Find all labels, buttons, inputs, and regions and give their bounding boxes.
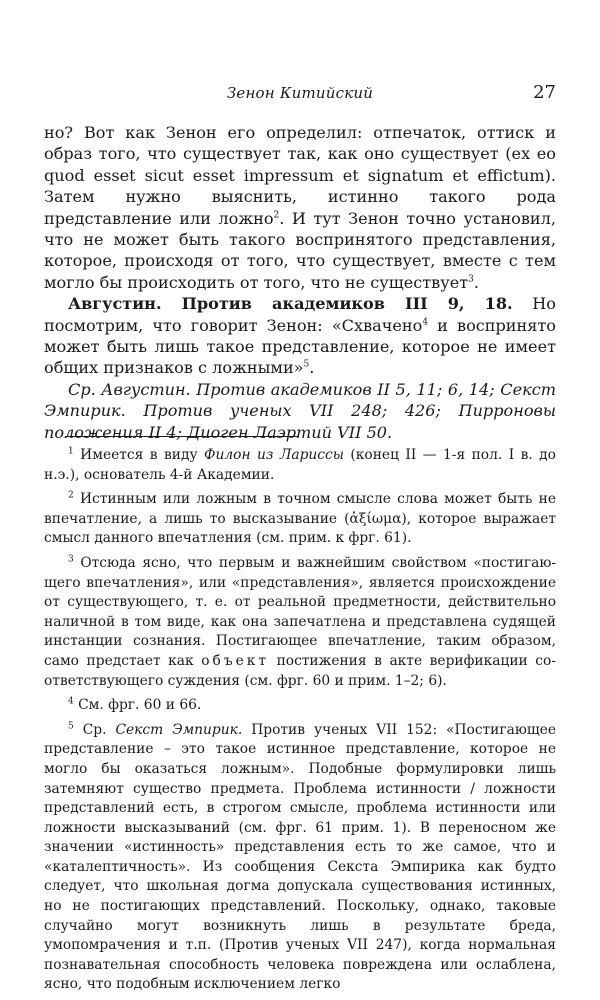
footnote-ref-2: 2: [273, 210, 280, 221]
footnote-2: [44, 490, 556, 549]
footnote-3: [44, 554, 556, 691]
footnote-2-number: 2: [68, 490, 74, 501]
footnote-3-text-a: Отсюда ясно, что первым и важнейшим свойством «постигающего впечатления», или «представления», является происхождение от существующего, т. е. от реальной предметности, действительно наличной в том виде, как она запечатлена и представлена судящей инстанции сознания. Постигающее впечатление, таким образом, само предстает как: [44, 554, 556, 669]
footnote-5: [44, 721, 556, 995]
footnote-ref-4: 4: [422, 317, 429, 328]
footnote-ref-3: 3: [468, 274, 474, 285]
source-citation: Августин. Против академиков III 9, 18.: [68, 294, 513, 314]
footnote-1-text-b: (конец II — 1-я пол. I в. до н.э.), основатель 4-й Академии.: [44, 447, 556, 483]
paragraph-1-continuation: . И тут Зенон точно установил, что не может быть такого воспринятого представления, которое, происходя от того, что существует, вместе с тем могло бы происходить от того, что не существует: [44, 208, 556, 292]
footnote-3-text-b: постижения в акте верификации соответствующего суждения (см. фрг. 60 и прим. 1–2; 6).: [44, 652, 556, 689]
footnote-1-name: Филон из Лариссы: [204, 447, 344, 463]
footnote-5-author: Секст Эмпирик.: [115, 721, 243, 738]
footnote-5-text-a: Ср.: [73, 721, 116, 738]
paragraph-2-text-a: Но посмотрим, что говорит Зенон: «Схвачено: [44, 294, 557, 335]
footnote-2-text: Истинным или ложным в точном смысле слова может быть не впечатление, а лишь то высказывание (ἀξίωμα), которое выражает смысл данного впечатления (см. прим. к фрг. 61).: [44, 491, 556, 547]
page-number: 27: [533, 82, 556, 103]
footnote-4-number: 4: [68, 696, 74, 707]
cross-reference: Ср. Августин. Против академиков II 5, 11; 6, 14; Секст Эмпирик. Против ученых VII 248; 426; Пирроновы положения II 4; Диоген Лаэртий VII 50.: [44, 379, 556, 442]
footnote-5-text-b: Против ученых VII 152: «Постигающее представление – это такое истинное представление, которое не могло бы оказаться ложным». Подобные формулировки лишь затемняют существо предмета. Проблема истинности / ложности представлений есть, в строгом смысле, проблема истинности или ложности высказываний (см. фрг. 61 прим. 1). В переносном же значении «истинность» представления есть то же самое, что и «каталептичность». Из сообщения Секста Эмпирика как будто следует, что школьная догма допускала существования истинных, но не постигающих представлений. Поскольку, однако, таковые случайно могут возникнуть лишь в результате бреда, умопомрачения и т.п. (Против ученых VII 247), когда нормальная познавательная способность человека повреждена или ослаблена, ясно, что подобным исключением легко: [44, 721, 557, 993]
paragraph-2: [44, 293, 556, 379]
paragraph-1-end: .: [473, 272, 479, 292]
footnote-4-text: См. фрг. 60 и 66.: [73, 697, 202, 714]
footnote-4: [44, 696, 556, 716]
footnote-1-text-a: Имеется в виду: [73, 447, 205, 463]
footnote-5-number: 5: [68, 721, 74, 732]
footnote-3-spaced-word: объект: [201, 652, 270, 669]
footnote-1-number: 1: [68, 446, 74, 457]
footnote-divider: [65, 436, 299, 437]
footnotes: [44, 446, 556, 1000]
paragraph-2-text-b: и воспринято может быть лишь такое представление, которое не имеет общих признаков с ложными»: [44, 315, 557, 378]
header-title: Зенон Китийский: [226, 84, 374, 102]
running-header: [44, 84, 556, 110]
main-text: [44, 122, 556, 443]
paragraph-2-end: .: [309, 358, 315, 378]
footnote-1: [44, 446, 556, 485]
paragraph-1: [44, 122, 556, 293]
footnote-3-number: 3: [68, 554, 74, 565]
paragraph-1-text: но? Вот как Зенон его определил: отпечаток, оттиск и образ того, что существует так, как оно существует (ex eo quod esset sicut esset impressum et signatum et effictum). Затем нужно выяснить, истинно такого рода представление или ложно: [44, 123, 556, 228]
footnote-ref-5: 5: [303, 360, 310, 371]
